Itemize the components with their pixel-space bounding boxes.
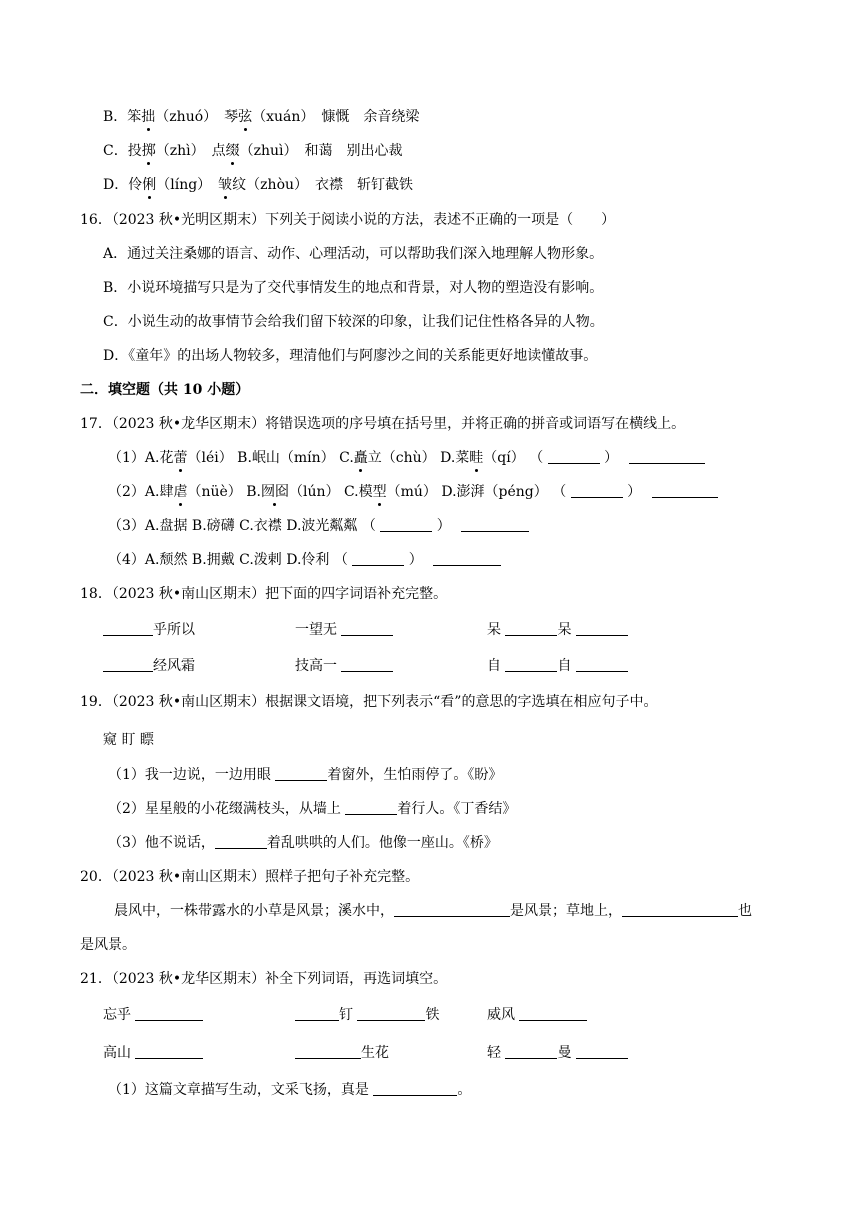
word-text: 呆 bbox=[557, 622, 572, 638]
q17-item-1 bbox=[108, 448, 705, 468]
option-text: 纹（zhòu） 衣襟 斩钉截铁 bbox=[232, 177, 414, 193]
answer-blank[interactable] bbox=[345, 800, 397, 815]
answer-blank[interactable] bbox=[295, 1044, 361, 1059]
item-text: 立（chù） D.菜 bbox=[367, 450, 470, 466]
option-text: 投 bbox=[127, 143, 142, 159]
word-text: 钉 bbox=[339, 1007, 353, 1023]
sentence-text: （2）星星般的小花缀满枝头，从墙上 bbox=[108, 801, 346, 817]
q19-sentence-2 bbox=[108, 799, 516, 819]
option-text: 伶 bbox=[128, 177, 143, 193]
answer-blank[interactable] bbox=[505, 657, 557, 672]
item-text: （3）A.盘据 B.磅礴 C.衣襟 D.波光粼粼 bbox=[108, 518, 358, 534]
answer-blank[interactable] bbox=[103, 621, 153, 636]
sentence-text: 着窗外，生怕雨停了。《盼》 bbox=[327, 767, 503, 783]
q21-word-6 bbox=[487, 1043, 628, 1063]
q15-option-b bbox=[103, 107, 419, 127]
option-text: （zhì） 点 bbox=[155, 143, 226, 159]
q16-option-d: D．《童年》的出场人物较多，理清他们与阿廖沙之间的关系能更好地读懂故事。 bbox=[103, 348, 598, 364]
word-text: 曼 bbox=[557, 1045, 572, 1061]
dotted-char: 拙 bbox=[141, 109, 156, 125]
answer-blank[interactable] bbox=[622, 902, 738, 917]
answer-paren[interactable]: （ ） bbox=[552, 484, 642, 500]
q18-word-4 bbox=[103, 656, 195, 676]
q19-stem: 19．（2023 秋•南山区期末）根据课文语境，把下列表示“看”的意思的字选填在相应句子中。 bbox=[80, 694, 658, 710]
word-text: 自 bbox=[557, 658, 572, 674]
dotted-char: 囫囵 bbox=[260, 484, 289, 500]
option-label: D． bbox=[103, 177, 129, 193]
answer-blank[interactable] bbox=[341, 657, 393, 672]
answer-paren[interactable]: （ ） bbox=[333, 552, 423, 568]
dotted-char: 型 bbox=[372, 484, 387, 500]
q21-word-5 bbox=[295, 1043, 389, 1063]
dotted-char: 缀 bbox=[225, 143, 240, 159]
dotted-char: 矗 bbox=[353, 450, 368, 466]
q18-word-1 bbox=[103, 620, 195, 640]
answer-blank[interactable] bbox=[576, 657, 628, 672]
dotted-char: 弦 bbox=[238, 109, 253, 125]
answer-blank[interactable] bbox=[373, 1081, 457, 1096]
word-text: 威风 bbox=[487, 1007, 515, 1023]
q16-stem: 16．（2023 秋•光明区期末）下列关于阅读小说的方法，表述不正确的一项是（ ） bbox=[80, 212, 616, 228]
word-text: 自 bbox=[487, 658, 501, 674]
option-label: B． bbox=[103, 109, 128, 125]
q21-word-1 bbox=[103, 1005, 203, 1025]
item-text: （léi） B.岷山（mín） C. bbox=[187, 450, 354, 466]
dotted-char: 蕾 bbox=[173, 450, 188, 466]
q18-word-5 bbox=[295, 656, 393, 676]
sentence-text: 晨风中，一株带露水的小草是风景；溪水中， bbox=[114, 903, 394, 919]
sentence-text: （1）我一边说，一边用眼 bbox=[108, 767, 276, 783]
q16-option-c: C．小说生动的故事情节会给我们留下较深的印象，让我们记住性格各异的人物。 bbox=[103, 314, 604, 330]
q17-stem: 17．（2023 秋•龙华区期末）将错误选项的序号填在括号里，并将正确的拼音或词语写在横线上。 bbox=[80, 416, 686, 432]
answer-blank[interactable] bbox=[576, 621, 628, 636]
q18-word-3 bbox=[487, 620, 628, 640]
q21-word-3 bbox=[487, 1005, 587, 1025]
option-text: （xuán） 慷慨 余音绕梁 bbox=[252, 109, 420, 125]
answer-blank[interactable] bbox=[505, 621, 557, 636]
q21-sentence-1 bbox=[108, 1080, 471, 1100]
item-text: （nüè） B. bbox=[187, 484, 261, 500]
q19-sentence-1 bbox=[108, 765, 502, 785]
answer-blank[interactable] bbox=[295, 1006, 339, 1021]
word-text: 一望无 bbox=[295, 622, 337, 638]
dotted-char: 俐 bbox=[142, 177, 157, 193]
answer-blank[interactable] bbox=[629, 449, 705, 464]
q21-stem: 21．（2023 秋•龙华区期末）补全下列词语，再选词填空。 bbox=[80, 971, 448, 987]
word-text: 轻 bbox=[487, 1045, 501, 1061]
q20-sentence-cont: 是风景。 bbox=[80, 937, 136, 953]
word-text: 呆 bbox=[487, 622, 501, 638]
q15-option-d bbox=[103, 175, 413, 195]
answer-blank[interactable] bbox=[461, 517, 529, 532]
answer-blank[interactable] bbox=[505, 1044, 557, 1059]
sentence-text: 。 bbox=[457, 1082, 472, 1098]
sentence-text: 是风景；草地上， bbox=[510, 903, 622, 919]
sentence-text: （1）这篇文章描写生动，文采飞扬，真是 bbox=[108, 1082, 374, 1098]
q20-stem: 20．（2023 秋•南山区期末）照样子把句子补充完整。 bbox=[80, 869, 420, 885]
option-text: （zhuì） 和蔼 别出心裁 bbox=[239, 143, 403, 159]
answer-blank[interactable] bbox=[135, 1006, 203, 1021]
section-title: 二．填空题（共 10 小题） bbox=[80, 382, 250, 398]
dotted-char: 皱 bbox=[218, 177, 233, 193]
dotted-char: 虐 bbox=[173, 484, 188, 500]
item-text: （mú） D.澎湃（péng） bbox=[386, 484, 548, 500]
answer-blank[interactable] bbox=[357, 1006, 425, 1021]
answer-blank[interactable] bbox=[394, 902, 510, 917]
q17-item-3 bbox=[108, 516, 529, 536]
q18-word-2 bbox=[295, 620, 393, 640]
q18-stem: 18．（2023 秋•南山区期末）把下面的四字词语补充完整。 bbox=[80, 586, 448, 602]
q18-word-6 bbox=[487, 656, 628, 676]
answer-blank[interactable] bbox=[275, 766, 327, 781]
word-text: 经风霜 bbox=[153, 658, 195, 674]
answer-blank[interactable] bbox=[433, 551, 501, 566]
dotted-char: 畦 bbox=[469, 450, 484, 466]
q17-item-2 bbox=[108, 482, 718, 502]
option-text: 笨 bbox=[127, 109, 142, 125]
answer-paren[interactable]: （ ） bbox=[529, 450, 619, 466]
word-text: 技高一 bbox=[295, 658, 337, 674]
item-text: （lún） C.模 bbox=[288, 484, 373, 500]
word-text: 乎所以 bbox=[153, 622, 195, 638]
option-text: （zhuó） 琴 bbox=[155, 109, 239, 125]
q16-option-b: B．小说环境描写只是为了交代事情发生的地点和背景，对人物的塑造没有影响。 bbox=[103, 280, 604, 296]
answer-blank[interactable] bbox=[652, 483, 718, 498]
item-text: （1）A.花 bbox=[108, 450, 174, 466]
word-text: 高山 bbox=[103, 1045, 131, 1061]
answer-blank[interactable] bbox=[519, 1006, 587, 1021]
item-text: （2）A.肆 bbox=[108, 484, 174, 500]
q16-option-a: A．通过关注桑娜的语言、动作、心理活动，可以帮助我们深入地理解人物形象。 bbox=[103, 246, 604, 262]
q19-sentence-3 bbox=[108, 833, 498, 853]
word-text: 忘乎 bbox=[103, 1007, 131, 1023]
q21-word-4 bbox=[103, 1043, 203, 1063]
item-text: （4）A.颓然 B.拥戴 C.泼剌 D.伶利 bbox=[108, 552, 330, 568]
word-text: 铁 bbox=[425, 1007, 440, 1023]
option-label: C． bbox=[103, 143, 128, 159]
q15-option-c bbox=[103, 141, 402, 161]
sentence-text: 也 bbox=[738, 903, 752, 919]
answer-paren[interactable]: （ ） bbox=[361, 518, 451, 534]
sentence-text: 着乱哄哄的人们。他像一座山。《桥》 bbox=[266, 835, 498, 851]
answer-blank[interactable] bbox=[103, 657, 153, 672]
answer-blank[interactable] bbox=[576, 1044, 628, 1059]
word-text: 生花 bbox=[361, 1045, 389, 1061]
q20-sentence bbox=[114, 901, 752, 921]
sentence-text: （3）他不说话， bbox=[108, 835, 215, 851]
answer-blank[interactable] bbox=[215, 834, 267, 849]
sentence-text: 着行人。《丁香结》 bbox=[397, 801, 517, 817]
answer-blank[interactable] bbox=[135, 1044, 203, 1059]
answer-blank[interactable] bbox=[341, 621, 393, 636]
q17-item-4 bbox=[108, 550, 501, 570]
option-text: （líng） bbox=[156, 177, 219, 193]
q19-word-bank: 窥 盯 瞟 bbox=[103, 732, 154, 748]
q21-word-2 bbox=[295, 1005, 439, 1025]
item-text: （qí） bbox=[483, 450, 525, 466]
dotted-char: 掷 bbox=[141, 143, 156, 159]
